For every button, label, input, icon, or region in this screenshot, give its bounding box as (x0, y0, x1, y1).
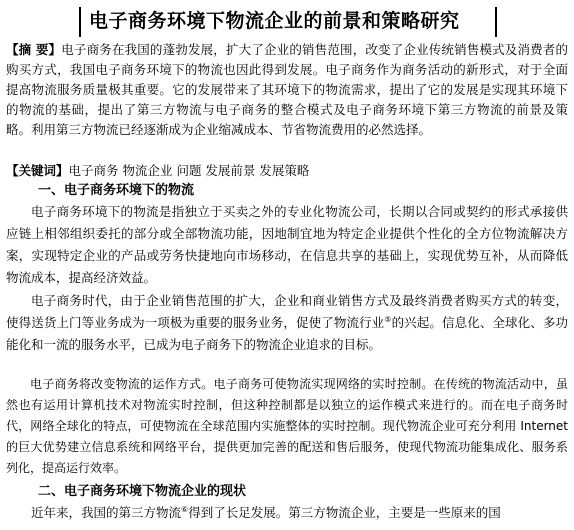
paragraph-2-text-b: 的兴起。信息化、全球化、多功能化和一流的服务水平，已成为电子商务下的物流企业追求的目标。 (6, 315, 568, 352)
title-right-rule (495, 7, 497, 37)
title-row (0, 4, 574, 38)
abstract-paragraph (6, 40, 568, 160)
footnote-mark-5: ⑤ (384, 314, 392, 324)
section-1-paragraph-1: 电子商务环境下的物流是指独立于买卖之外的专业化物流公司，长期以合同或契约的形式承接供应链上相邻组织委托的部分或全部物流功能，因地制宜地为特定企业提供个性化的全方位物流解决方案，实现特定企业的产品或劳务快捷地向市场移动，在信息共享的基础上，实现优势互补，从而降低物流成本，提高经济效益。 (6, 204, 568, 285)
footnote-mark-6: ⑥ (181, 504, 189, 514)
paragraph-4-text-a: 近年来，我国的第三方物流 (31, 505, 182, 520)
section-2-paragraph-1 (6, 502, 568, 526)
title-left-rule (79, 7, 81, 37)
section-2-heading: 二、电子商务环境下物流企业的现状 (38, 484, 247, 499)
paragraph-4-text-b: 得到了长足发展。第三方物流企业，主要是一些原来的国 (188, 505, 501, 520)
section-1-paragraph-2 (6, 290, 568, 378)
keywords-label: 【关键词】 (6, 163, 69, 178)
keywords-line (6, 161, 568, 181)
section-1-heading: 一、电子商务环境下的物流 (38, 183, 195, 198)
paragraph-2-text-a: 电子商务时代，由于企业销售范围的扩大，企业和商业销售方式及最终消费者购买方式的转变，使得送货上门等业务成为一项极为重要的服务业务，促使了物流行业 (6, 293, 568, 330)
keywords-text: 电子商务 物流企业 问题 发展前景 发展策略 (68, 163, 310, 178)
abstract-label: 【摘 要】 (6, 42, 62, 57)
page-title: 电子商务环境下物流企业的前景和策略研究 (89, 10, 460, 32)
abstract-text: 电子商务在我国的蓬勃发展，扩大了企业的销售范围，改变了企业传统销售模式及消费者的购买方式，我国电子商务环境下的物流也因此得到发展。电子商务作为商务活动的新形式，对于全面提高物流服务质量极其重要。它的发展带来了其环境下的物流需求，提出了它的发展是实现其环境下的物流的基础，提出了第三方物流与电子商务的整合模式及电子商务环境下第三方物流的前景及策略。利用第三方物流已经逐渐成为企业缩减成本、节省物流费用的必然选择。 (6, 42, 568, 137)
section-1-paragraph-3: 电子商务将改变物流的运作方式。电子商务可使物流实现网络的实时控制。在传统的物流活动中，虽然也有运用计算机技术对物流实时控制，但这种控制都是以独立的运作模式来进行的。而在电子商务时代，网络全球化的特点，可使物流在全球范围内实施整体的实时控制。现代物流企业可充分利用 Internet 的巨大优势建立信息系统和网络平台，提供更加完善的配送和售后服务，使现代物流功能集成化、服务系列化，提高运行效率。 (6, 377, 568, 475)
